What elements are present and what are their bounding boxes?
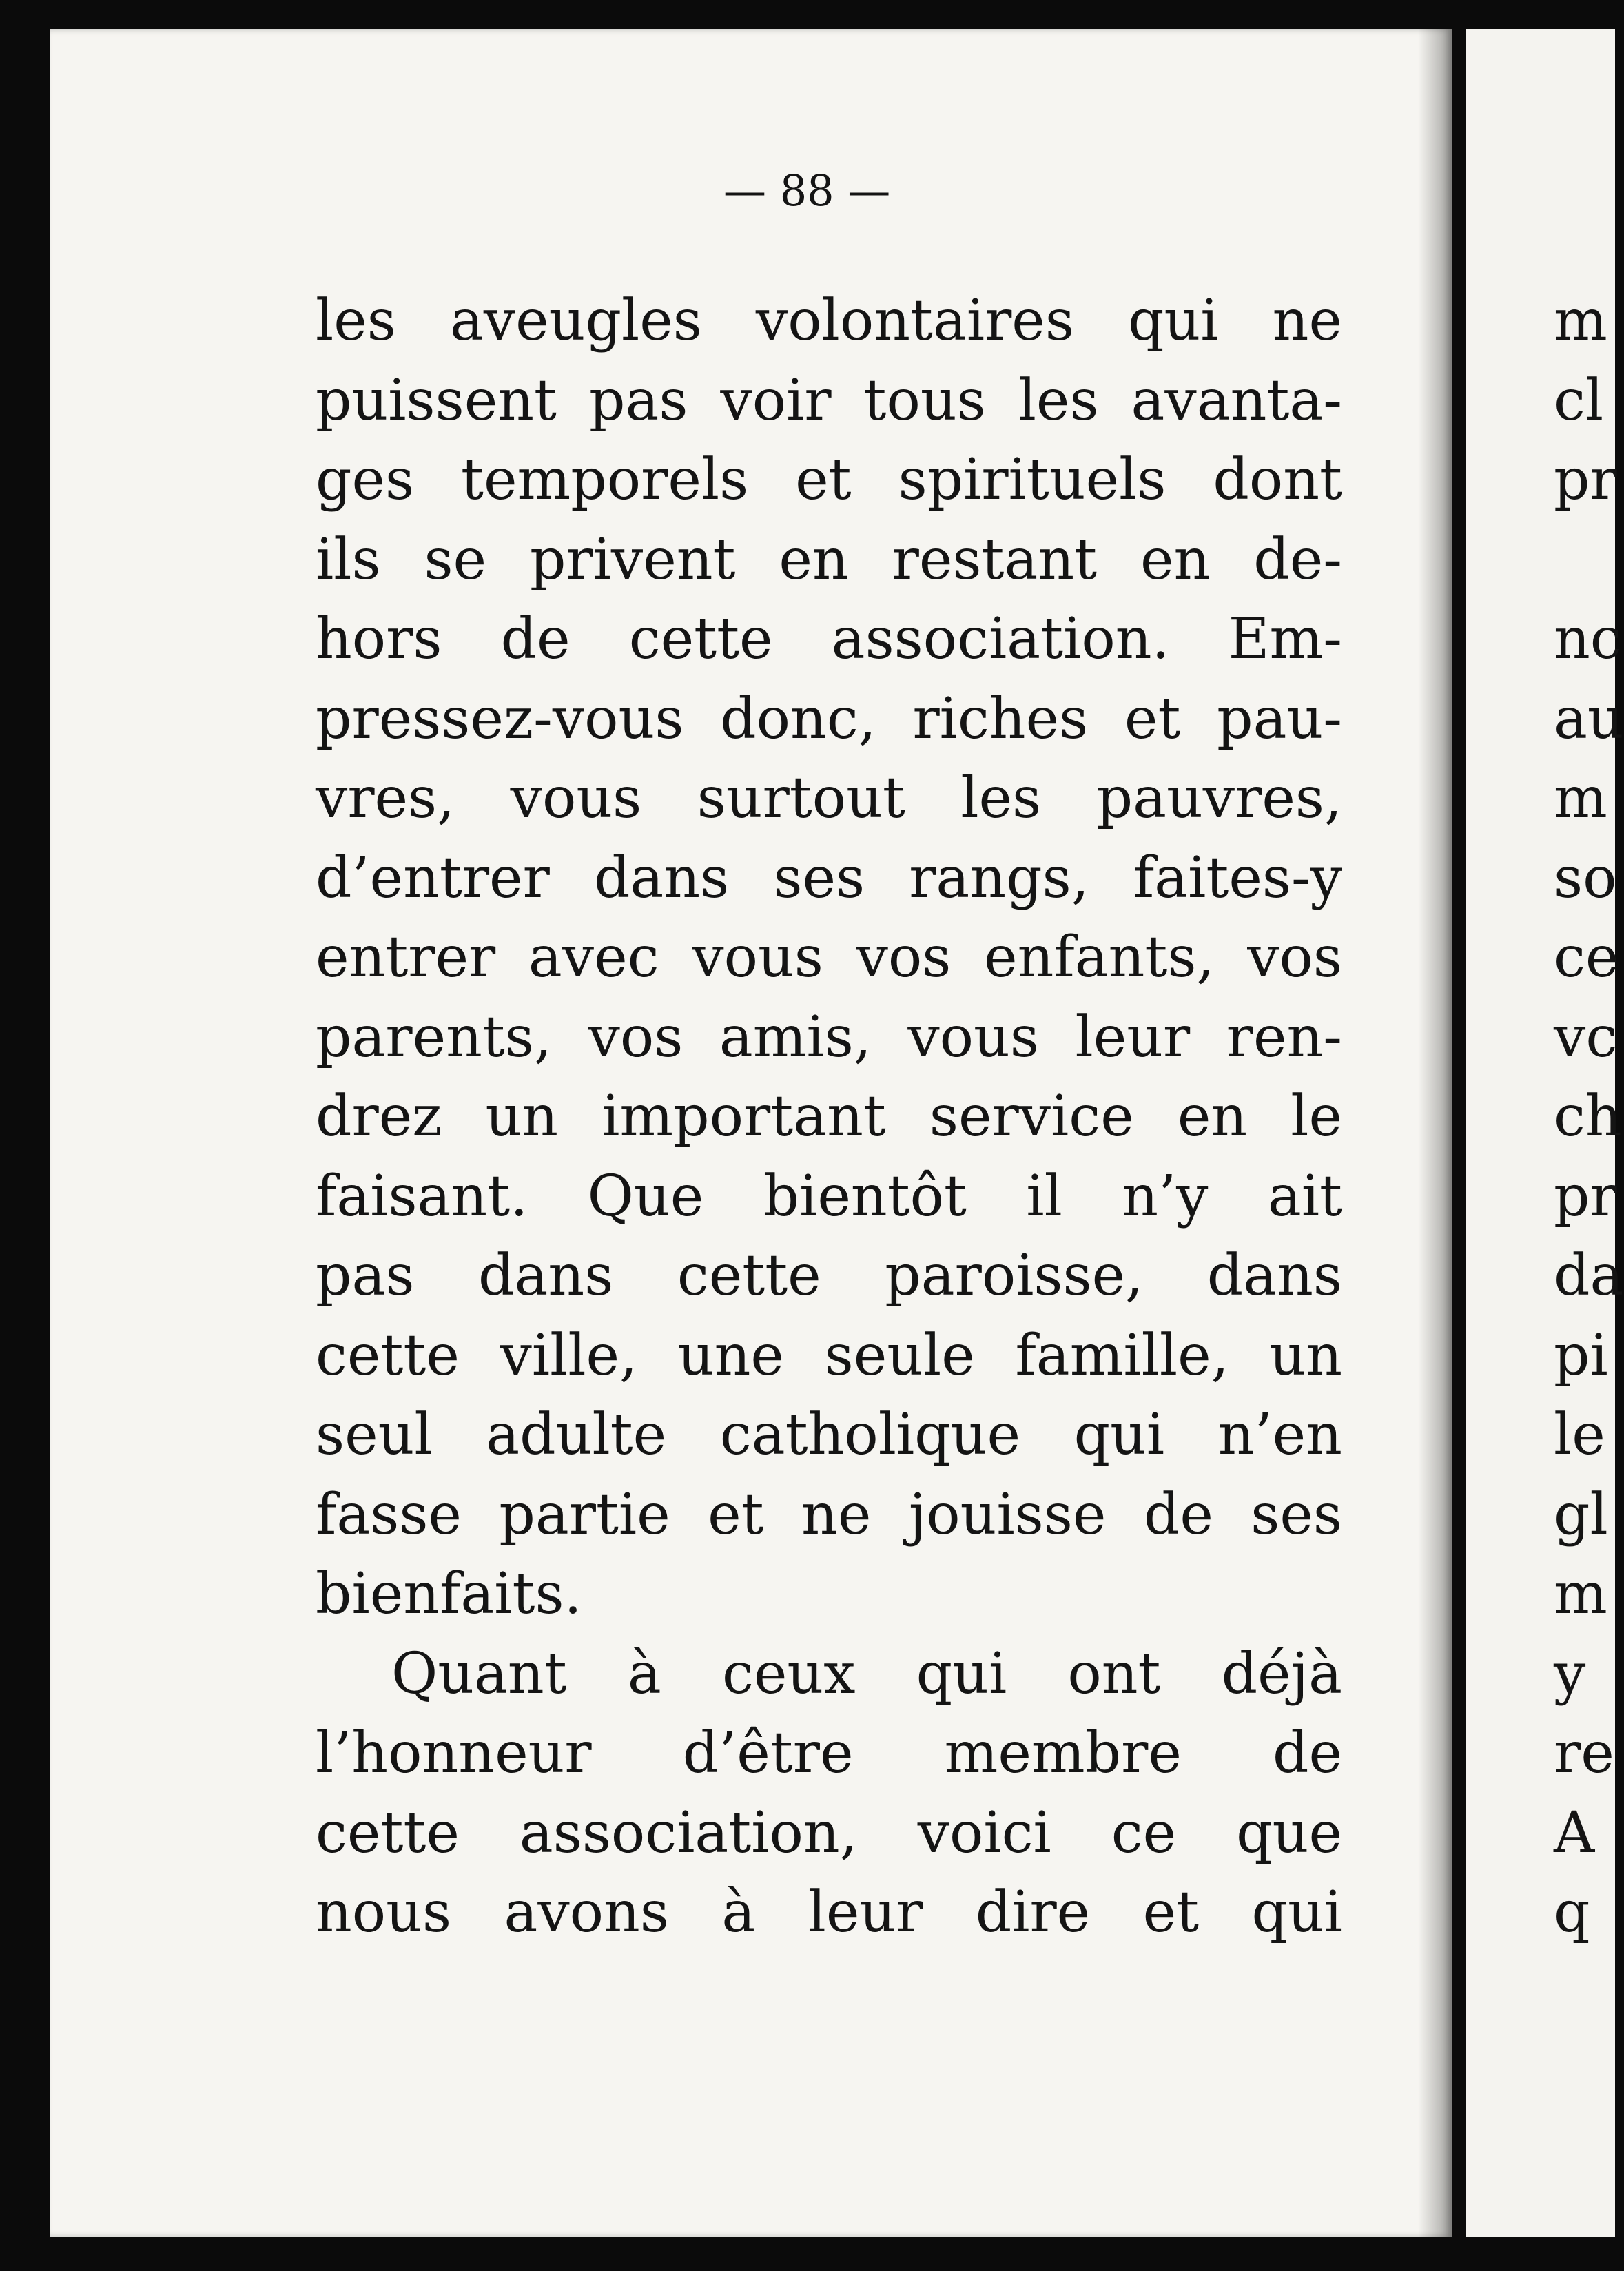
page-number: — 88 — <box>723 165 891 216</box>
fragment-line: da <box>1554 1243 1624 1308</box>
fragment-line: au <box>1554 686 1624 752</box>
text-line: l’honneur d’être membre de <box>316 1720 1342 1786</box>
text-line: cette ville, une seule famille, un <box>316 1322 1342 1388</box>
text-line: ils se privent en restant en de- <box>316 526 1342 593</box>
facing-page-fragments <box>1554 281 1624 1953</box>
fragment-line: le <box>1554 1402 1605 1468</box>
text-line: pas dans cette paroisse, dans <box>316 1243 1342 1308</box>
fragment-line: pi <box>1554 1322 1608 1388</box>
fragment-line: cl <box>1554 367 1604 433</box>
text-line: seul adulte catholique qui n’en <box>316 1402 1342 1468</box>
fragment-line: A <box>1554 1800 1595 1866</box>
fragment-line: pr <box>1554 1163 1617 1229</box>
fragment-line: m <box>1554 288 1607 353</box>
fragment-line: m <box>1554 1561 1607 1627</box>
text-line: puissent pas voir tous les avanta- <box>316 367 1342 433</box>
fragment-line: ch <box>1554 1084 1622 1149</box>
text-line: cette association, voici ce que <box>316 1800 1342 1866</box>
text-line: fasse partie et ne jouisse de ses <box>316 1481 1342 1548</box>
text-line: les aveugles volontaires qui ne <box>316 288 1342 353</box>
fragment-line: m <box>1554 765 1607 831</box>
fragment-line: gl <box>1554 1481 1608 1548</box>
paragraph-start-line: Quant à ceux qui ont déjà <box>391 1641 1342 1707</box>
gutter-shadow <box>1418 29 1452 2237</box>
fragment-line: so <box>1554 845 1617 911</box>
text-line: parents, vos amis, vous leur ren- <box>316 1004 1342 1070</box>
text-line: hors de cette association. Em- <box>316 606 1342 672</box>
body-text <box>316 281 1342 1953</box>
text-line: pressez-vous donc, riches et pau- <box>316 686 1342 752</box>
text-line: nous avons à leur dire et qui <box>316 1880 1342 1945</box>
fragment-line: y <box>1554 1641 1586 1707</box>
fragment-line: pr <box>1554 447 1617 513</box>
text-line: d’entrer dans ses rangs, faites-y <box>316 845 1342 911</box>
fragment-line: vc <box>1554 1004 1618 1070</box>
fragment-line <box>1554 520 1615 600</box>
fragment-line: q <box>1554 1880 1590 1945</box>
text-line: bienfaits. <box>316 1561 582 1627</box>
text-line: entrer avec vous vos enfants, vos <box>316 925 1342 990</box>
text-line: drez un important service en le <box>316 1084 1342 1149</box>
text-line: faisant. Que bientôt il n’y ait <box>316 1163 1342 1229</box>
text-line: ges temporels et spirituels dont <box>316 447 1342 513</box>
fragment-line: re <box>1554 1720 1614 1786</box>
fragment-line: ce <box>1554 925 1619 990</box>
fragment-line: nc <box>1554 606 1622 672</box>
text-line: vres, vous surtout les pauvres, <box>316 765 1342 831</box>
